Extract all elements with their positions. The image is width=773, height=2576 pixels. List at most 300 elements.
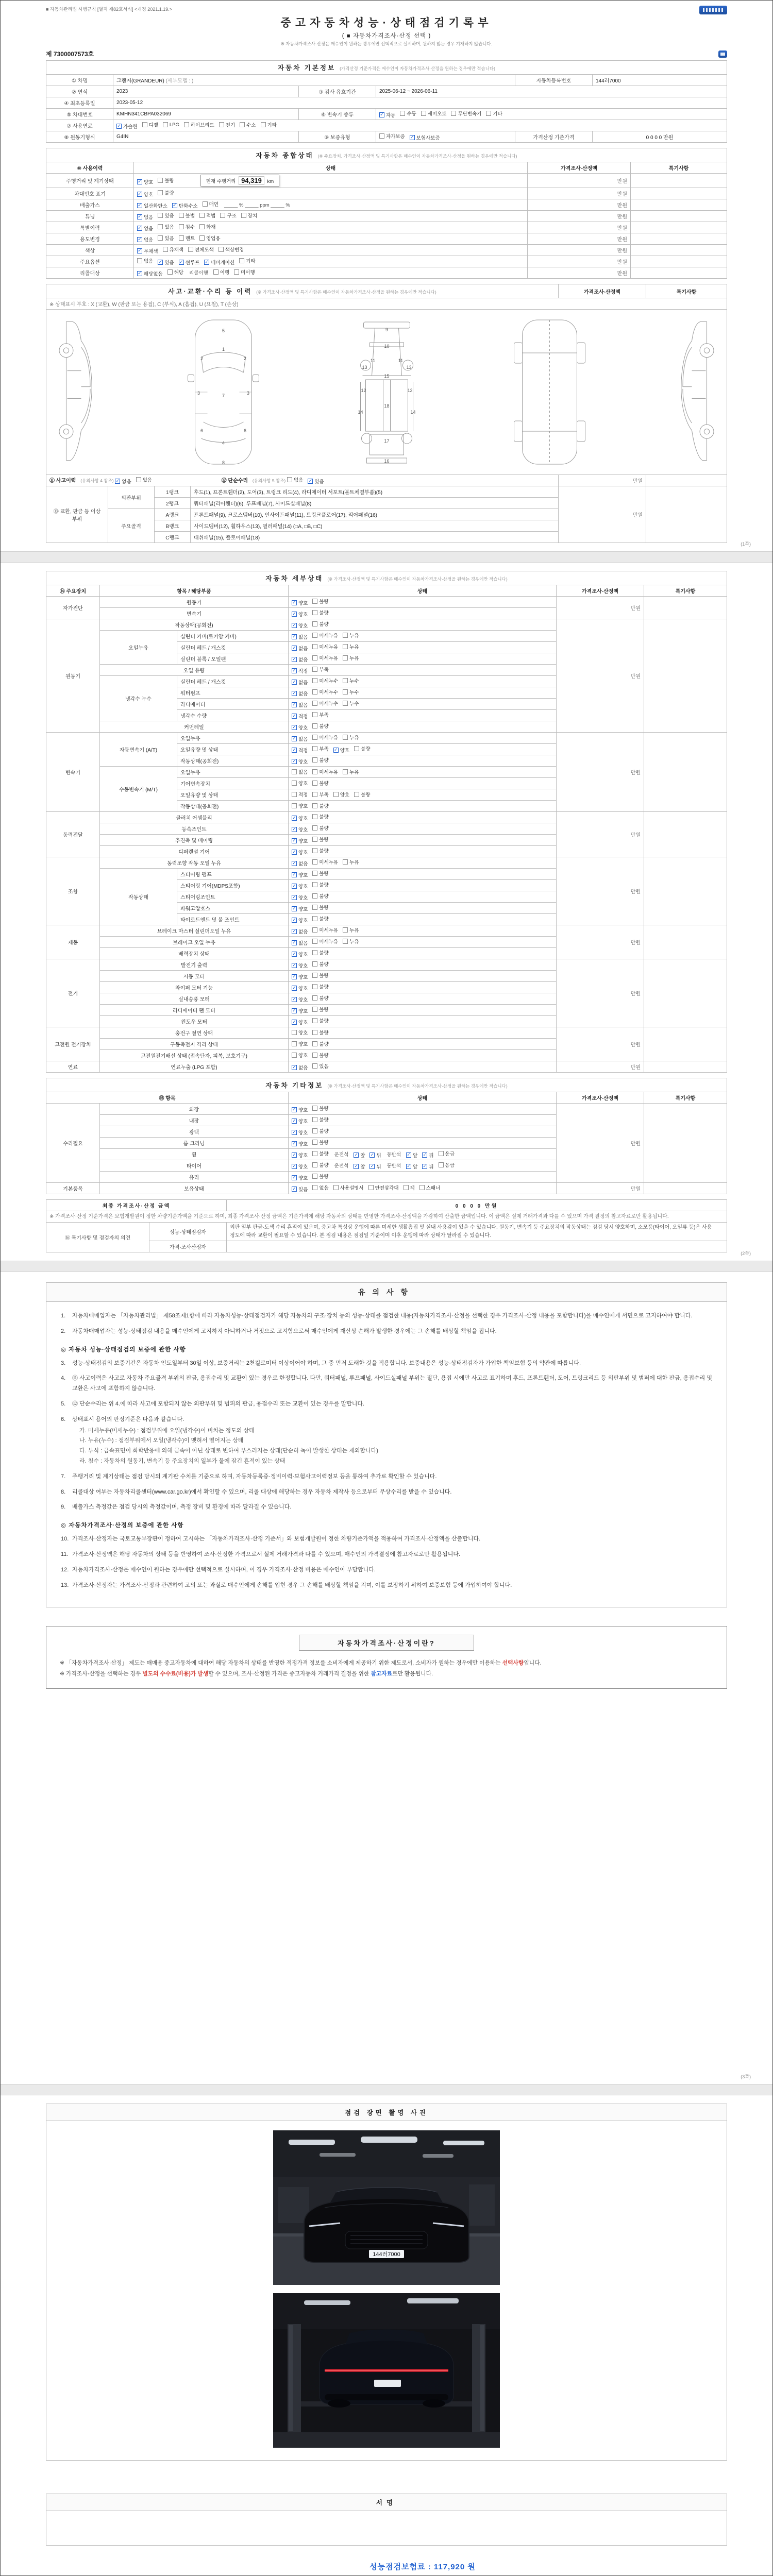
item-label: 수동변속기 (M/T) bbox=[100, 767, 177, 812]
notice-item: 11. 가격조사·산정액은 해당 자동차의 상태 등을 반영하여 조사·산정한 가격으로서 실제 거래가격과 다를 수 있으며, 매수인의 가격결정에 참고자료로만 활용됩니다. bbox=[61, 1551, 461, 1557]
checkbox-option: 응급 bbox=[439, 1150, 455, 1157]
notice-list bbox=[46, 1302, 727, 1607]
checkbox-option: 누수 bbox=[343, 677, 359, 684]
note-cell bbox=[644, 959, 727, 1027]
state-cell bbox=[289, 891, 557, 903]
note-cell bbox=[631, 188, 727, 199]
etc-section-note: (※ 가격조사·산정액 및 특기사항은 매수인이 자동차가격조사·산정을 원하는 경우에만 적습니다) bbox=[327, 1083, 508, 1089]
checkbox-option: 전체도색 bbox=[188, 246, 214, 253]
checkbox-option: 불량 bbox=[158, 189, 174, 196]
device-label: 조향 bbox=[46, 857, 100, 925]
item-label: 광택 bbox=[100, 1126, 289, 1138]
checkbox-option: 전기 bbox=[219, 121, 235, 128]
svg-text:17: 17 bbox=[383, 438, 390, 444]
state-cell bbox=[289, 971, 557, 982]
checkbox-option: ✓ 양호 bbox=[292, 872, 308, 878]
checkbox-option: 누수 bbox=[343, 688, 359, 696]
usage-item-label: 용도변경 bbox=[46, 233, 134, 245]
rank-label: C랭크 bbox=[155, 532, 191, 543]
item-label: 오일 유량 bbox=[100, 665, 289, 676]
checkbox-option: ✓ 양호 bbox=[292, 906, 308, 912]
checkbox-option: ✓ 있음 bbox=[308, 478, 324, 485]
photo-list bbox=[46, 2121, 727, 2460]
price-cell: 만원 bbox=[557, 959, 644, 1027]
usage-item-label: 색상 bbox=[46, 245, 134, 256]
item-col-header: 항목 / 해당부품 bbox=[100, 585, 289, 597]
page-mark-3: (3쪽) bbox=[741, 2074, 751, 2079]
price-cell: 만원 bbox=[557, 1061, 644, 1073]
svg-text:11: 11 bbox=[370, 358, 375, 363]
page-1 bbox=[1, 1, 772, 551]
checkbox-option: 불량 bbox=[312, 983, 328, 990]
note-cell bbox=[644, 1104, 727, 1183]
checkbox-option: 불량 bbox=[312, 972, 328, 979]
opinion-label: ⑯ 특기사항 및 점검자의 의견 bbox=[46, 1223, 149, 1252]
checkbox-option: 미세누유 bbox=[312, 632, 338, 639]
note-cell bbox=[631, 222, 727, 233]
item-label: 작동상태(공회전) bbox=[100, 619, 289, 631]
price-info-lines bbox=[60, 1658, 713, 1679]
note-cell bbox=[644, 812, 727, 857]
svg-text:9: 9 bbox=[385, 327, 388, 332]
meta-row bbox=[46, 6, 727, 14]
checkbox-option: 잭 bbox=[404, 1184, 415, 1191]
mini-logo-badge bbox=[718, 50, 727, 58]
price-cell: 만원 bbox=[528, 199, 631, 211]
checkbox-option: 있음 bbox=[312, 1062, 328, 1070]
checkbox-option: 미세누유 bbox=[312, 734, 338, 741]
state-col-header: 상태 bbox=[134, 162, 528, 174]
checkbox-option: 기타 bbox=[261, 121, 277, 128]
checkbox-option: ✓ 양호 bbox=[138, 179, 154, 185]
license-plate-text: 144러7000 bbox=[373, 2251, 400, 2258]
svg-text:14: 14 bbox=[357, 410, 363, 415]
state-cell bbox=[289, 903, 557, 914]
checkbox-option: ✓ 뒤 bbox=[370, 1163, 381, 1170]
etc-info-table bbox=[46, 1078, 727, 1194]
checkbox-option: 응급 bbox=[439, 1161, 455, 1168]
base-price-label: 가격산정 기준가격 bbox=[515, 131, 593, 143]
part-label: 실린더 블록 / 오일팬 bbox=[177, 653, 289, 665]
checkbox-option: 침수 bbox=[179, 223, 195, 230]
inspector-opinion-text: 외판 일부 판금·도색 수리 흔적이 있으며, 중고차 특성상 운행에 따른 미세한 생활흠집 및 실내 사용감이 있을 수 있습니다. 원동기, 변속기 등 주요장치의 작동상태는 점검 당시 양호하며, 소모품(타이어, 오일류 등)은 사용 정도에 따라 교환이 필요할 수 있습니다. 본 점검 내용은 점검일 기준이며 이후 운행에 따라 상태가 달라질 수 있습니다. bbox=[227, 1223, 727, 1241]
note-cell bbox=[631, 174, 727, 188]
item-label: 냉각수 누수 bbox=[100, 676, 177, 721]
engine-label: ⑧ 원동기형식 bbox=[46, 131, 113, 143]
state-cell bbox=[289, 1061, 557, 1073]
item-label: 유리 bbox=[100, 1172, 289, 1183]
usage-state-cell bbox=[134, 256, 528, 267]
part-label: 스티어링 기어(MDPS포함) bbox=[177, 880, 289, 891]
checkbox-option: 누유 bbox=[343, 654, 359, 662]
basic-section-title: 자동차 기본정보 bbox=[278, 64, 336, 72]
vin-label: ⑤ 차대번호 bbox=[46, 109, 113, 120]
svg-text:11: 11 bbox=[398, 358, 403, 363]
svg-text:16: 16 bbox=[383, 459, 390, 464]
checkbox-option: ✓ 자동 bbox=[380, 112, 396, 118]
state-cell bbox=[289, 687, 557, 699]
checkbox-option: 영업용 bbox=[199, 234, 221, 242]
price-cell: 만원 bbox=[557, 1027, 644, 1061]
svg-text:5: 5 bbox=[222, 328, 225, 333]
car-underbody-diagram bbox=[510, 315, 590, 469]
price-cell: 만원 bbox=[528, 233, 631, 245]
document-title: 중고자동차성능·상태점검기록부 bbox=[280, 17, 493, 29]
checkbox-option: 부족 bbox=[312, 745, 328, 752]
etc-state-col-header: 상태 bbox=[289, 1092, 557, 1104]
item-label: 고전원전기배선 상태 (접속단자, 피복, 보호기구) bbox=[100, 1050, 289, 1061]
notice-item: 4. ⑪ 사고이력은 사고로 자동차 주요골격 부위의 판금, 용접수리 및 교환이 있는 경우로 한정합니다. 다만, 쿼터패널, 루프패널, 사이드실패널 부위는 절단, 용접 시에만 사고로 표기하며 후드, 프론트휀더, 도어, 트렁크리드 등 외판부위 및 범퍼에 대한 판금, 용접수리 및 교환은 사고에 포함하지 않습니다. bbox=[61, 1375, 712, 1392]
checkbox-option: 안전삼각대 bbox=[368, 1184, 399, 1191]
signature-title: 서명 bbox=[46, 2494, 727, 2511]
accident-history-note: (유의사항 4 참조) bbox=[80, 478, 114, 484]
checkbox-option: 불량 bbox=[354, 791, 370, 798]
state-cell bbox=[289, 1039, 557, 1050]
checkbox-option: 미세누유 bbox=[312, 654, 338, 662]
checkbox-option: 있음 bbox=[136, 476, 152, 483]
checkbox-option: 적정 bbox=[292, 791, 308, 798]
insurance-fee-label: 성능점검보험료 : bbox=[369, 2563, 431, 2571]
checkbox-option: ✓ 양호 bbox=[292, 724, 308, 731]
car-frame-diagram bbox=[347, 315, 427, 469]
warranty-label: ⑨ 보증유형 bbox=[299, 131, 376, 143]
checkbox-option: 구조 bbox=[220, 212, 236, 219]
usage-state-cell bbox=[134, 211, 528, 222]
item-label: 발전기 출력 bbox=[100, 959, 289, 971]
form-reference: ■ 자동차관리법 시행규칙 [별지 제82호서식] <개정 2021.1.19.> bbox=[46, 7, 172, 12]
checkbox-option: 불량 bbox=[312, 1006, 328, 1013]
checkbox-option: ✓ 없음 bbox=[138, 236, 154, 243]
panel-group-label: 주요골격 bbox=[108, 509, 155, 543]
car-top-exterior-diagram bbox=[183, 315, 263, 469]
checkbox-option: ✓ 양호 bbox=[292, 849, 308, 856]
note-cell bbox=[644, 1183, 727, 1194]
item-label: 커먼레일 bbox=[100, 721, 289, 733]
document-number: 제 7300007573호 bbox=[46, 50, 94, 58]
price-cell: 만원 bbox=[528, 267, 631, 279]
checkbox-option: 누유 bbox=[343, 768, 359, 775]
page-mark-2: (2쪽) bbox=[741, 1251, 751, 1256]
usage-item-label: 차대번호 표기 bbox=[46, 188, 134, 199]
item-label: 등속조인트 bbox=[100, 823, 289, 835]
notice-subheader: ◎ 자동차가격조사·산정의 보증에 관한 사항 bbox=[61, 1522, 184, 1529]
checkbox-option: ✓ 양호 bbox=[292, 1163, 308, 1170]
part-label: 파워고압호스 bbox=[177, 903, 289, 914]
checkbox-option: 불량 bbox=[312, 870, 328, 877]
etc-item-col-header: ⑮ 항목 bbox=[46, 1092, 289, 1104]
item-label: 휠 bbox=[100, 1149, 289, 1160]
note-cell bbox=[631, 233, 727, 245]
year-value: 2023 bbox=[113, 86, 299, 97]
checkbox-option: 불량 bbox=[312, 881, 328, 888]
inline-label: 운전석 bbox=[334, 1163, 349, 1170]
checkbox-option: ✓ 적정 bbox=[292, 747, 308, 754]
usage-state-cell bbox=[134, 199, 528, 211]
price-cell: 만원 bbox=[557, 619, 644, 733]
checkbox-option: 불량 bbox=[312, 1105, 328, 1112]
checkbox-option: ✓ 양호 bbox=[292, 826, 308, 833]
device-label: 자가진단 bbox=[46, 597, 100, 619]
checkbox-option: ✓ 양호 bbox=[292, 962, 308, 969]
checkbox-option: ✓ 적정 bbox=[292, 713, 308, 720]
item-label: 클러치 어셈블리 bbox=[100, 812, 289, 823]
checkbox-option: ✓ 양호 bbox=[292, 894, 308, 901]
transmission-label: ⑥ 변속기 종류 bbox=[299, 109, 376, 120]
checkbox-option: ✓ 양호 bbox=[292, 1152, 308, 1159]
checkbox-option: 양호 bbox=[292, 779, 308, 787]
checkbox-option: ✓ 없음 bbox=[292, 1064, 308, 1071]
price-info-line: ※ 「자동차가격조사·산정」 제도는 매매용 중고자동차에 대하여 해당 자동차의 상태를 반영한 적정가격 정보를 소비자에게 제공하기 위한 제도로서, 소비자가 원하는 경우에만 이용하는 선택사항입니다. bbox=[60, 1660, 542, 1667]
inline-label: 동반석 bbox=[386, 1163, 401, 1170]
checkbox-option: ✓ 양호 bbox=[292, 917, 308, 924]
checkbox-option: ✓ 없음 bbox=[115, 478, 131, 485]
checkbox-option: 유채색 bbox=[163, 246, 184, 253]
checkbox-option: ✓ 양호 bbox=[292, 1008, 308, 1014]
checkbox-option: 수동 bbox=[400, 110, 416, 117]
car-side-left-diagram bbox=[48, 317, 100, 467]
checkbox-option: ✓ 뒤 bbox=[370, 1152, 381, 1159]
checkbox-option: 불량 bbox=[312, 609, 328, 616]
simple-repair-options bbox=[287, 478, 329, 484]
state-cell bbox=[289, 1126, 557, 1138]
page-separator bbox=[1, 2084, 772, 2095]
item-label: 라디에이터 팬 모터 bbox=[100, 1005, 289, 1016]
device-label: 기본품목 bbox=[46, 1183, 100, 1194]
item-label: 연료누출 (LPG 포함) bbox=[100, 1061, 289, 1073]
note-cell bbox=[644, 1061, 727, 1073]
state-cell bbox=[289, 1050, 557, 1061]
state-cell bbox=[289, 597, 557, 608]
detail-section-note: (※ 가격조사·산정액 및 특기사항은 매수인이 자동차가격조사·산정을 원하는 경우에만 적습니다) bbox=[327, 577, 508, 582]
checkbox-option: 색상변경 bbox=[219, 246, 244, 253]
inspector-role-label: 성능·상태점검자 bbox=[149, 1223, 227, 1241]
svg-text:13: 13 bbox=[361, 365, 367, 370]
accident-history-table bbox=[46, 284, 727, 543]
checkbox-option: 미세누유 bbox=[312, 768, 338, 775]
state-cell bbox=[289, 1160, 557, 1172]
notice-item: 5. ⑫ 단순수리는 위 4.에 따라 사고에 포함되지 않는 외판부위 및 범퍼의 판금, 용접수리 또는 교환이 있는 경우를 말합니다. bbox=[61, 1400, 365, 1407]
checkbox-option: 불량 bbox=[312, 802, 328, 809]
part-label: 오일유량 및 상태 bbox=[177, 789, 289, 801]
checkbox-option: 불량 bbox=[312, 836, 328, 843]
final-price-value: 0 0 0 0 만원 bbox=[227, 1200, 727, 1211]
checkbox-option: 기타 bbox=[239, 257, 255, 264]
item-label: 디퍼렌셜 기어 bbox=[100, 846, 289, 857]
checkbox-option: 이행 bbox=[213, 268, 229, 276]
price-col-header: 가격조사·산정액 bbox=[528, 162, 631, 174]
state-cell bbox=[289, 665, 557, 676]
checkbox-option: ✓ 일산화탄소 bbox=[138, 202, 167, 209]
usage-state-cell bbox=[134, 188, 528, 199]
price-cell: 만원 bbox=[557, 733, 644, 812]
checkbox-option: 불량 bbox=[312, 1173, 328, 1180]
rank-items: 사이드멤버(12), 휠하우스(13), 필러패널(14) (□A, □B, □C) bbox=[191, 520, 559, 532]
checkbox-option: 미이행 bbox=[234, 268, 255, 276]
item-label: 원동기 bbox=[100, 597, 289, 608]
inline-label: 운전석 bbox=[334, 1152, 349, 1158]
exchange-label: ⑬ 교환, 판금 등 이상 부위 bbox=[46, 486, 108, 543]
part-label: 작동상태(공회전) bbox=[177, 801, 289, 812]
checkbox-option: ✓ 양호 bbox=[292, 758, 308, 765]
checkbox-option: ✓ 해당없음 bbox=[138, 270, 163, 277]
device-label: 변속기 bbox=[46, 733, 100, 812]
checkbox-option: ✓ 없음 bbox=[292, 736, 308, 742]
checkbox-option: 사용설명서 bbox=[333, 1184, 364, 1191]
price-basis-text: ※ 가격조사·산정 기준가격은 보험개발원이 정한 차량기준가액을 기준으로 하며, 최종 가격조사·산정 금액은 기준가격에 해당 자동차의 상태를 반영한 가격조사·산정액을 가감하여 산출한 금액입니다. 이 금액은 실제 거래가격과 다를 수 있으며 가격 결정의 참고자료로만 활용됩니다. bbox=[46, 1211, 727, 1223]
note-cell bbox=[631, 267, 727, 279]
checkbox-option: 불량 bbox=[312, 1040, 328, 1047]
warranty-options bbox=[376, 131, 515, 143]
checkbox-option: ✓ 적정 bbox=[292, 668, 308, 674]
checkbox-option: ✓ 보험사보증 bbox=[410, 134, 440, 141]
detail-price-col-header: 가격조사·산정액 bbox=[557, 585, 644, 597]
note-cell bbox=[631, 256, 727, 267]
price-cell: 만원 bbox=[528, 222, 631, 233]
overall-section-title: 자동차 종합상태 bbox=[256, 152, 314, 159]
state-cell bbox=[289, 1104, 557, 1115]
note-col-header: 특기사항 bbox=[631, 162, 727, 174]
checkbox-option: 불량 bbox=[312, 892, 328, 900]
simple-repair-note: (유의사항 5 참조) bbox=[252, 478, 286, 484]
accident-section-note: (※ 가격조사·산정액 및 특기사항은 매수인이 자동차가격조사·산정을 원하는 경우에만 적습니다) bbox=[256, 290, 436, 295]
part-label: 실린더 커버(로커암 커버) bbox=[177, 631, 289, 642]
inspect-value: 2025-06-12 ~ 2026-06-11 bbox=[376, 86, 727, 97]
price-cell: 만원 bbox=[557, 1104, 644, 1183]
checkbox-option: ✓ 없음 bbox=[292, 702, 308, 708]
checkbox-option: ✓ 뒤 bbox=[423, 1163, 434, 1170]
svg-text:2: 2 bbox=[200, 356, 203, 361]
photos-title: 점검 장면 촬영 사진 bbox=[46, 2104, 727, 2121]
checkbox-option: 불량 bbox=[312, 620, 328, 628]
car-name-label: ① 차명 bbox=[46, 75, 113, 86]
svg-text:3: 3 bbox=[197, 391, 200, 396]
part-label: 오일유량 및 상태 bbox=[177, 744, 289, 755]
state-cell bbox=[289, 653, 557, 665]
item-label: 와이퍼 모터 기능 bbox=[100, 982, 289, 993]
price-cell: 만원 bbox=[557, 812, 644, 857]
part-label: 기어변속장치 bbox=[177, 778, 289, 789]
checkbox-option: 있음 bbox=[158, 223, 174, 230]
checkbox-option: ✓ 양호 bbox=[292, 611, 308, 618]
rank-label: B랭크 bbox=[155, 520, 191, 532]
accident-note-cell bbox=[646, 475, 727, 486]
price-info-line: ※ 가격조사·산정을 선택하는 경우 별도의 수수료(비용)가 발생할 수 있으며, 조사·산정된 가격은 중고자동차 거래가격 결정을 위한 참고자료로만 활용됩니다. bbox=[60, 1670, 433, 1677]
checkbox-option: ✓ 양호 bbox=[292, 974, 308, 980]
usage-item-label: 주요옵션 bbox=[46, 256, 134, 267]
state-cell bbox=[289, 993, 557, 1005]
checkbox-option: 미세누수 bbox=[312, 677, 338, 684]
panel-group-label: 외판부위 bbox=[108, 486, 155, 509]
transmission-options bbox=[376, 109, 727, 120]
checkbox-option: ✓ 앞 bbox=[354, 1163, 365, 1170]
note-cell bbox=[644, 597, 727, 619]
item-label: 자동변속기 (A/T) bbox=[100, 733, 177, 767]
price-cell: 만원 bbox=[528, 256, 631, 267]
detail-section-title: 자동차 세부상태 bbox=[265, 575, 324, 582]
note-cell bbox=[644, 925, 727, 959]
svg-text:12: 12 bbox=[360, 388, 366, 393]
checkbox-option: 불량 bbox=[312, 1029, 328, 1036]
checkbox-option: 해당 bbox=[167, 268, 183, 276]
inspection-photos-box bbox=[46, 2104, 727, 2461]
checkbox-option: ✓ 없음 bbox=[292, 645, 308, 652]
checkbox-option: ✓ 양호 bbox=[292, 815, 308, 822]
svg-text:18: 18 bbox=[383, 403, 390, 409]
basic-section-note: (가격산정 기준가격은 매수인이 자동차가격조사·산정을 원하는 경우에만 적습니다) bbox=[340, 66, 495, 71]
svg-text:12: 12 bbox=[407, 388, 413, 393]
note-cell bbox=[644, 1027, 727, 1061]
detail-state-col-header: 상태 bbox=[289, 585, 557, 597]
note-cell bbox=[644, 857, 727, 925]
item-label: 실내송풍 모터 bbox=[100, 993, 289, 1005]
state-cell bbox=[289, 959, 557, 971]
checkbox-option: 불량 bbox=[312, 949, 328, 956]
checkbox-option: 양호 bbox=[333, 791, 349, 798]
usage-history-col-header: ⑩ 사용이력 bbox=[46, 162, 134, 174]
accident-price-cell: 만원 bbox=[559, 475, 646, 486]
checkbox-option: 누유 bbox=[343, 938, 359, 945]
checkbox-option: 불량 bbox=[312, 756, 328, 764]
usage-state-cell bbox=[134, 233, 528, 245]
checkbox-option: 누유 bbox=[343, 632, 359, 639]
appraiser-role-label: 가격·조사산정자 bbox=[149, 1241, 227, 1252]
state-cell bbox=[289, 744, 557, 755]
notice-item: 3. 성능·상태점검의 보증기간은 자동차 인도일부터 30일 이상, 보증거리는 2천킬로미터 이상이어야 하며, 그 중 먼저 도래한 것을 적용합니다. 보증내용은 성능·상태점검자가 가입한 책임보험 등의 약관에 따릅니다. bbox=[61, 1360, 581, 1366]
usage-item-label: 리콜대상 bbox=[46, 267, 134, 279]
checkbox-option: ✓ 양호 bbox=[292, 951, 308, 958]
accident-price-col-header: 가격조사·산정액 bbox=[559, 284, 646, 298]
checkbox-option: ✓ 없음 bbox=[138, 214, 154, 221]
notice-item: 1. 자동차매매업자는 「자동차관리법」 제58조제1항에 따라 자동차성능·상태점검자가 해당 자동차의 구조·장치 등의 성능·상태를 점검한 내용(자동차가격조사·산정을 선택한 경우 가격조사·산정 내용을 포함합니다)을 매수인에게 서면으로 고지하여야 합니다. bbox=[61, 1313, 693, 1319]
usage-item-label: 주행거리 및 계기상태 bbox=[46, 174, 134, 188]
price-cell: 만원 bbox=[528, 245, 631, 256]
checkbox-option: ✓ 앞 bbox=[407, 1152, 418, 1159]
reg-no-label: 자동차등록번호 bbox=[515, 75, 593, 86]
car-diagrams bbox=[48, 315, 725, 469]
checkbox-option: 불법 bbox=[179, 212, 195, 219]
price-option-subtitle: ( ■ 자동차가격조사·산정 선택 ) bbox=[342, 33, 431, 39]
checkbox-option: ✓ 없음 bbox=[292, 860, 308, 867]
device-label: 원동기 bbox=[46, 619, 100, 733]
appraiser-opinion-text bbox=[227, 1241, 727, 1252]
checkbox-option: ✓ 양호 bbox=[292, 985, 308, 992]
item-label: 구동축전지 격리 상태 bbox=[100, 1039, 289, 1050]
usage-item-label: 특별이력 bbox=[46, 222, 134, 233]
checkbox-option: 자가보증 bbox=[379, 132, 405, 140]
part-label: 실린더 헤드 / 개스킷 bbox=[177, 676, 289, 687]
checkbox-option: ✓ 양호 bbox=[292, 1107, 308, 1113]
checkbox-option: ✓ 없음 bbox=[292, 679, 308, 686]
checkbox-option: ✓ 탄화수소 bbox=[173, 202, 198, 209]
inline-label: 동반석 bbox=[386, 1152, 401, 1158]
checkbox-option: 기타 bbox=[486, 110, 502, 117]
checkbox-option: ✓ 양호 bbox=[333, 747, 350, 754]
checkbox-option: 미세누수 bbox=[312, 700, 338, 707]
part-label: 스티어링 펌프 bbox=[177, 869, 289, 880]
price-cell: 만원 bbox=[557, 1183, 644, 1194]
item-label: 동력조향 작동 오일 누유 bbox=[100, 857, 289, 869]
final-price-opinion-table bbox=[46, 1199, 727, 1252]
checkbox-option: ✓ 없음 bbox=[292, 690, 308, 697]
checkbox-option: 불량 bbox=[312, 1139, 328, 1146]
svg-text:3: 3 bbox=[246, 391, 249, 396]
reg-no-value: 144러7000 bbox=[593, 75, 727, 86]
item-label: 룸 크리닝 bbox=[100, 1138, 289, 1149]
checkbox-option: 스패너 bbox=[419, 1184, 441, 1191]
checkbox-option: 누유 bbox=[343, 643, 359, 650]
svg-text:15: 15 bbox=[383, 374, 390, 379]
checkbox-option: ✓ 양호 bbox=[292, 996, 308, 1003]
